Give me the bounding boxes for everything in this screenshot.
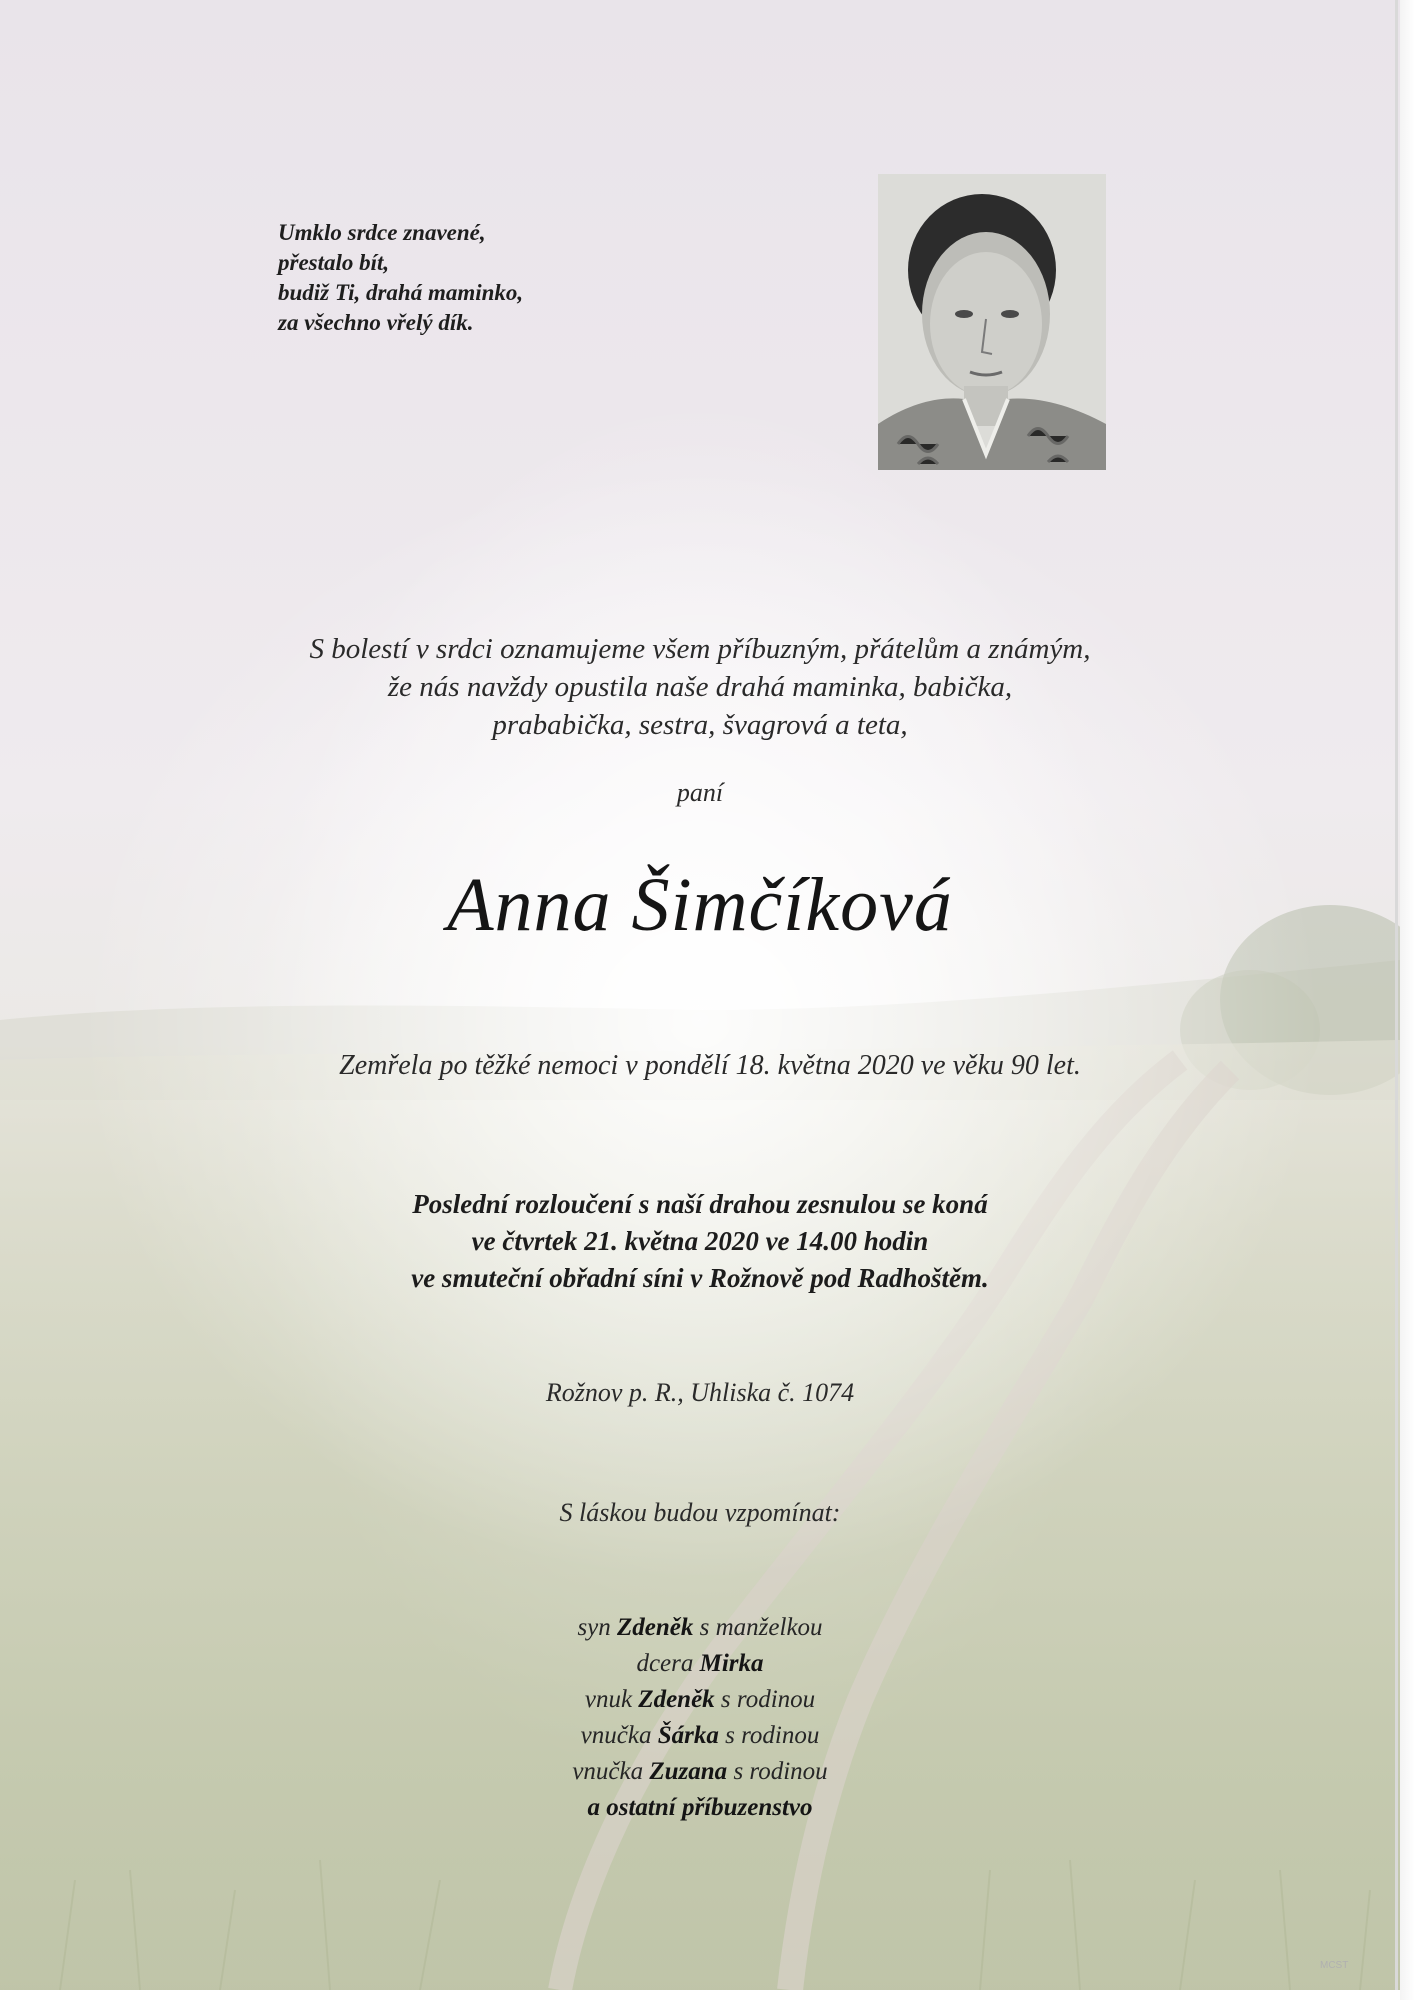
- poem-line: přestalo bít,: [278, 250, 390, 275]
- member-name: Zdeněk: [638, 1686, 715, 1713]
- deceased-name: Anna Šimčíková: [447, 863, 953, 947]
- relation-suffix: s rodinou: [727, 1758, 828, 1785]
- relation: vnučka: [572, 1758, 650, 1785]
- relation-suffix: s manželkou: [693, 1614, 823, 1641]
- poem-line: budiž Ti, drahá maminko,: [278, 280, 524, 305]
- relation: syn: [577, 1614, 618, 1641]
- address: Rožnov p. R., Uhliska č. 1074: [545, 1378, 855, 1407]
- portrait-icon: [878, 174, 1106, 470]
- member-name: Zuzana: [649, 1758, 728, 1785]
- family-member: [0, 1790, 1400, 1826]
- relation-suffix: s rodinou: [718, 1722, 820, 1749]
- family-member: [0, 1646, 1400, 1682]
- relation: dcera: [636, 1650, 700, 1677]
- scan-edge: [1400, 0, 1415, 2000]
- funeral-info: [0, 1186, 1400, 1297]
- title-word: paní: [676, 778, 724, 807]
- relation-suffix: s rodinou: [714, 1686, 816, 1713]
- announcement-line: prababička, sestra, švagrová a teta,: [492, 709, 908, 741]
- poem-line: Umklo srdce znavené,: [278, 220, 486, 245]
- family-member: [0, 1682, 1400, 1718]
- announcement-text: [0, 630, 1400, 744]
- portrait-photo: [878, 174, 1106, 470]
- member-name: Šárka: [657, 1722, 719, 1749]
- relation: vnučka: [580, 1722, 658, 1749]
- member-name: Zdeněk: [617, 1614, 694, 1641]
- funeral-line: Poslední rozloučení s naší drahou zesnulou se koná: [412, 1189, 988, 1219]
- funeral-line: ve smuteční obřadní síni v Rožnově pod Radhoštěm.: [411, 1263, 989, 1293]
- member-name: a ostatní příbuzenstvo: [587, 1794, 813, 1821]
- announcement-line: že nás navždy opustila naše drahá maminka, babička,: [387, 671, 1013, 703]
- announcement-line: S bolestí v srdci oznamujeme všem příbuzným, přátelům a známým,: [309, 633, 1091, 665]
- death-notice: Zemřela po těžké nemoci v pondělí 18. května 2020 ve věku 90 let.: [339, 1050, 1081, 1081]
- poem-verse: [278, 218, 523, 338]
- family-member: [0, 1718, 1400, 1754]
- scan-fold-line: [1395, 0, 1398, 1990]
- relation: vnuk: [584, 1686, 639, 1713]
- member-name: Mirka: [699, 1650, 764, 1677]
- family-list: [0, 1610, 1400, 1826]
- remembrance-intro: S láskou budou vzpomínat:: [559, 1498, 841, 1527]
- watermark: MCST: [1320, 1960, 1349, 1971]
- family-member: [0, 1610, 1400, 1646]
- poem-line: za všechno vřelý dík.: [278, 310, 474, 335]
- funeral-line: ve čtvrtek 21. května 2020 ve 14.00 hodin: [471, 1226, 929, 1256]
- family-member: [0, 1754, 1400, 1790]
